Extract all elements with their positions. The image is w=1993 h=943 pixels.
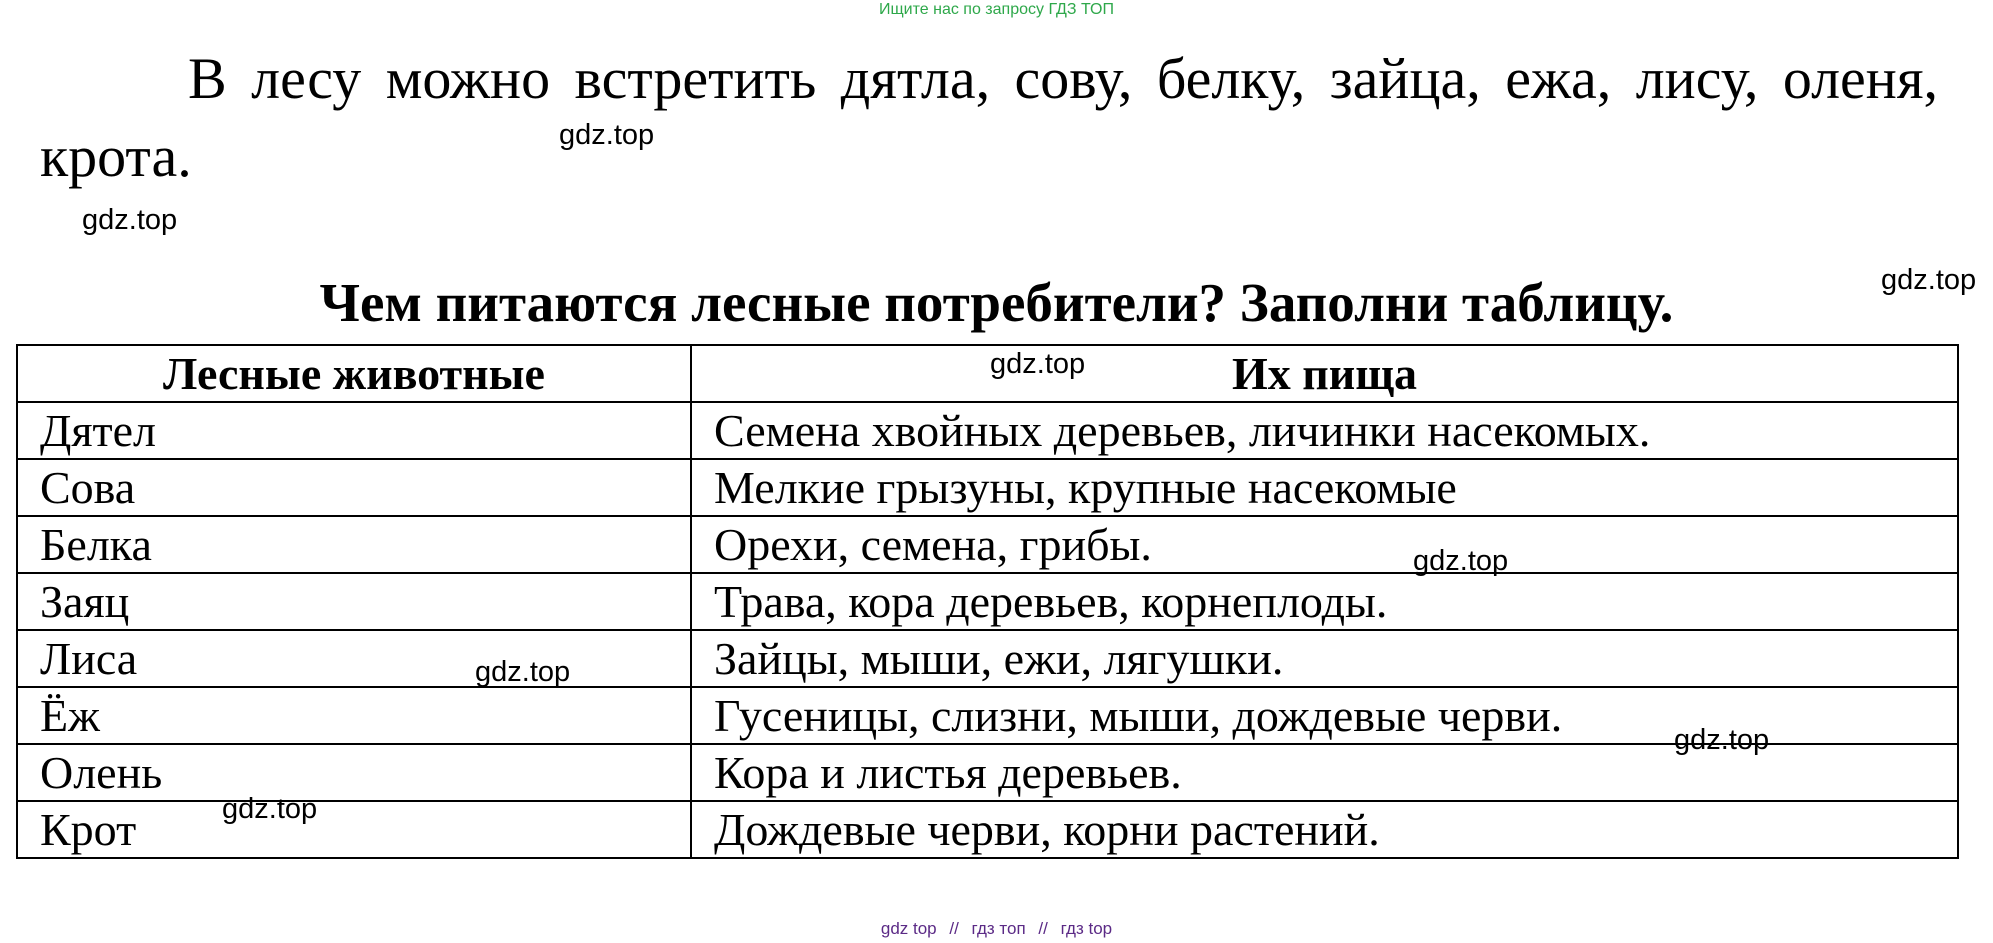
footer-separator: // [949,919,959,938]
column-header-animals: Лесные животные [17,345,691,402]
footer-link[interactable]: гдз top [1060,919,1113,938]
table-row [17,402,1958,459]
footer-separator: // [1038,919,1048,938]
cell-animal: Олень [17,744,691,801]
cell-animal: Белка [17,516,691,573]
cell-food: Дождевые черви, корни растений. [691,801,1958,858]
cell-food: Гусеницы, слизни, мыши, дождевые черви. [691,687,1958,744]
watermark: gdz.top [82,204,178,236]
animals-food-table [16,344,1959,859]
table-row [17,687,1958,744]
watermark: gdz.top [222,793,318,825]
task-heading: Чем питаются лесные потребители? Заполни таблицу. [319,272,1674,333]
table-row [17,630,1958,687]
watermark: gdz.top [1674,724,1770,756]
cell-animal: Дятел [17,402,691,459]
cell-food: Орехи, семена, грибы. [691,516,1958,573]
watermark: gdz.top [1881,264,1977,296]
cell-food: Зайцы, мыши, ежи, лягушки. [691,630,1958,687]
cell-food: Семена хвойных деревьев, личинки насекомых. [691,402,1958,459]
watermark: gdz.top [475,656,571,688]
table-row [17,573,1958,630]
table-header-row [17,345,1958,402]
watermark: gdz.top [990,348,1086,380]
footer-links [0,918,1993,940]
intro-paragraph: В лесу можно встретить дятла, сову, белку, зайца, ежа, лису, оленя, крота. [40,46,1938,189]
cell-food: Кора и листья деревьев. [691,744,1958,801]
cell-animal: Заяц [17,573,691,630]
watermark: gdz.top [1413,545,1509,577]
table-row [17,516,1958,573]
cell-food: Мелкие грызуны, крупные насекомые [691,459,1958,516]
cell-food: Трава, кора деревьев, корнеплоды. [691,573,1958,630]
cell-animal: Лиса [17,630,691,687]
footer-link[interactable]: гдз топ [971,919,1026,938]
column-header-food: Их пища [691,345,1958,402]
table-row [17,459,1958,516]
watermark: gdz.top [559,119,655,151]
footer-link[interactable]: gdz top [880,919,937,938]
cell-animal: Ёж [17,687,691,744]
top-search-link[interactable]: Ищите нас по запросу ГДЗ ТОП [879,1,1114,18]
cell-animal: Крот [17,801,691,858]
cell-animal: Сова [17,459,691,516]
